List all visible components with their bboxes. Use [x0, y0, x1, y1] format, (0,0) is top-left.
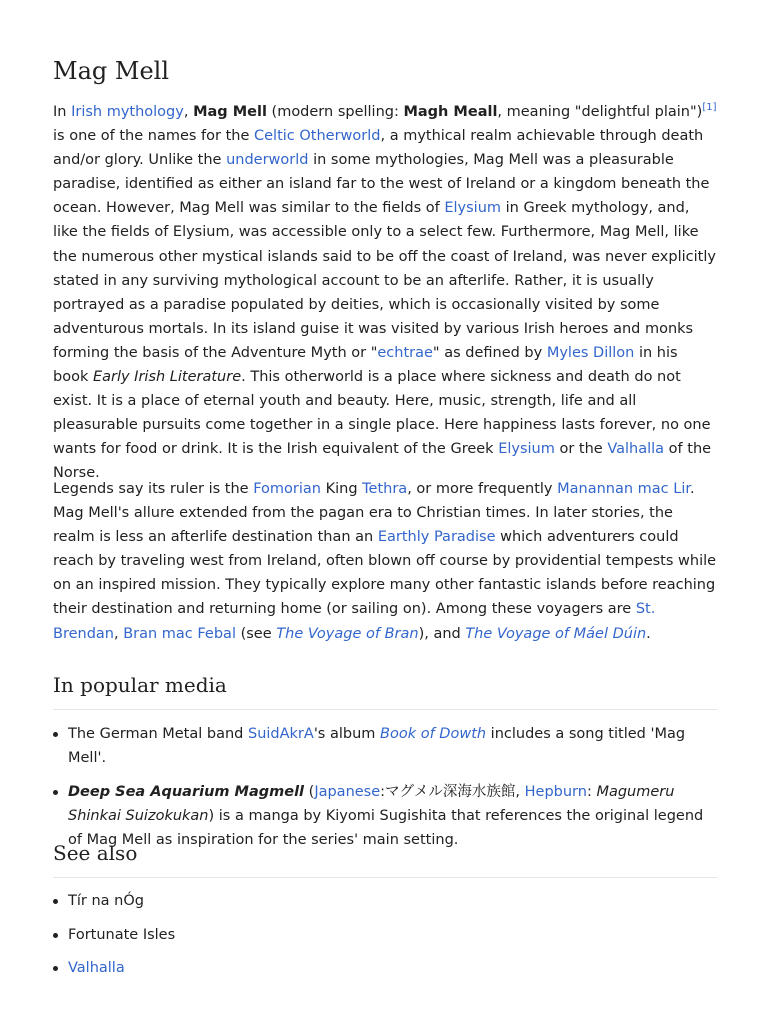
intro-text-2: , [183, 104, 194, 120]
link-book-of-dowth[interactable]: Book of Dowth [380, 726, 487, 742]
bullet-icon [53, 790, 58, 795]
legends-text-6: , [113, 625, 124, 642]
item1-text-3: includes a song titled 'Mag Mell'. [68, 726, 686, 767]
legends-text-7: (see [235, 625, 277, 642]
italic-romaji: Magumeru Shinkai Suizokukan [68, 784, 675, 825]
intro-text-3: (modern spelling: [266, 104, 404, 120]
list-item [53, 722, 717, 770]
intro-paragraph [53, 100, 717, 486]
link-celtic-otherworld[interactable]: Celtic Otherworld [254, 128, 381, 145]
list-item [53, 889, 717, 913]
legends-paragraph [53, 477, 717, 646]
bold-magh-meall: Magh Meall [403, 104, 498, 120]
bullet-icon [53, 933, 58, 938]
item2-text-3: : [586, 784, 597, 801]
legends-text-2: King [320, 481, 363, 497]
link-elysium-2[interactable]: Elysium [498, 441, 555, 458]
italic-book-title: Early Irish Literature [92, 369, 242, 386]
list-item [53, 923, 717, 947]
intro-text-12: or the [554, 441, 608, 458]
intro-text-10: in his book [53, 344, 678, 386]
legends-text-4: . Mag Mell's allure extended from the pagan era to Christian times. In later stories, the realm is less an afterlife destination than an [53, 481, 695, 546]
link-voyage-of-mael-duin[interactable]: The Voyage of Máel Dúin [465, 625, 647, 642]
link-myles-dillon[interactable]: Myles Dillon [546, 344, 635, 361]
legends-text-3: , or more frequently [407, 481, 558, 497]
link-hepburn[interactable]: Hepburn [524, 784, 587, 801]
link-fortunate-isles[interactable]: Fortunate Isles [68, 926, 176, 943]
link-earthly-paradise[interactable]: Earthly Paradise [377, 529, 496, 546]
link-underworld[interactable]: underworld [226, 152, 309, 169]
link-suidakra[interactable]: SuidAkrA [247, 726, 314, 742]
link-valhalla[interactable]: Valhalla [607, 441, 665, 458]
link-echtrae[interactable]: echtrae [377, 344, 433, 361]
intro-text-1: In [53, 104, 72, 120]
link-bran-mac-febal[interactable]: Bran mac Febal [123, 625, 236, 642]
intro-text-9: " as defined by [432, 344, 547, 361]
link-fomorian[interactable]: Fomorian [253, 481, 321, 497]
bullet-icon [53, 899, 58, 904]
item2-text-2: :マグメル深海水族館, [380, 784, 525, 801]
bullet-icon [53, 732, 58, 737]
intro-text-7: in some mythologies, Mag Mell was a pleasurable paradise, identified as either an island far to the west of Ireland or a kingdom beneath the ocean. However, Mag Mell was similar to the fields of [53, 152, 710, 217]
link-elysium[interactable]: Elysium [444, 200, 502, 217]
list-item [53, 956, 717, 980]
manga-title: Deep Sea Aquarium Magmell [68, 784, 305, 801]
item1-text-2: 's album [313, 726, 381, 742]
link-st-brendan[interactable]: St. Brendan [53, 601, 656, 642]
intro-text-4: , meaning "delightful plain") [497, 104, 703, 120]
item2-text-4: ) is a manga by Kiyomi Sugishita that references the original legend of Mag Mell as inspiration for the series' main setting. [68, 808, 704, 849]
link-irish-mythology[interactable]: Irish mythology [71, 104, 184, 120]
intro-text-6: , a mythical realm achievable through death and/or glory. Unlike the [53, 128, 704, 169]
link-tir-na-nog[interactable]: Tír na nÓg [68, 893, 144, 909]
legends-text-5: which adventurers could reach by traveling west from Ireland, often blown off course by providential tempests while on an inspired mission. They typically explore many other fantastic islands before reaching their destination and returning home (or sailing on). Among these voyagers are [53, 529, 717, 618]
link-voyage-of-bran[interactable]: The Voyage of Bran [276, 625, 419, 642]
link-tethra[interactable]: Tethra [362, 481, 408, 497]
legends-text-8: ), and [418, 625, 466, 642]
item1-text-1: The German Metal band [68, 726, 248, 742]
bullet-icon [53, 966, 58, 971]
popular-media-list [53, 722, 717, 852]
legends-text-1: Legends say its ruler is the [53, 481, 254, 497]
section-heading-see-also: See also [53, 839, 717, 878]
intro-text-11: . This otherworld is a place where sickness and death do not exist. It is a place of eternal youth and beauty. Here, music, strength, life and all pleasurable pursuits come together in a single place. Here happiness lasts forever, no one wants for food or drink. It is the Irish equivalent of the Greek [53, 369, 711, 458]
reference-1[interactable]: [1] [702, 102, 717, 114]
intro-text-8: in Greek mythology, and, like the fields of Elysium, was accessible only to a select few. Furthermore, Mag Mell, like the numerous other mystical islands said to be off the coast of Ireland, was never explicitly stated in any surviving mythological account to be an afterlife. Rather, it is usually portrayed as a paradise populated by deities, which is occasionally visited by some adventurous mortals. In its island guise it was visited by various Irish heroes and monks forming the basis of the Adventure Myth or " [53, 200, 716, 361]
page-title: Mag Mell [53, 57, 170, 85]
intro-text-13: of the Norse. [53, 441, 712, 482]
link-valhalla-see-also[interactable]: Valhalla [68, 960, 125, 977]
item2-text-1: ( [304, 784, 315, 801]
see-also-list [53, 889, 717, 980]
bold-mag-mell: Mag Mell [193, 104, 267, 120]
legends-text-9: . [646, 625, 651, 642]
intro-text-5: is one of the names for the [53, 128, 255, 145]
link-manannan[interactable]: Manannan mac Lir [557, 481, 690, 497]
section-heading-popular-media: In popular media [53, 671, 717, 710]
link-japanese[interactable]: Japanese [314, 784, 381, 801]
